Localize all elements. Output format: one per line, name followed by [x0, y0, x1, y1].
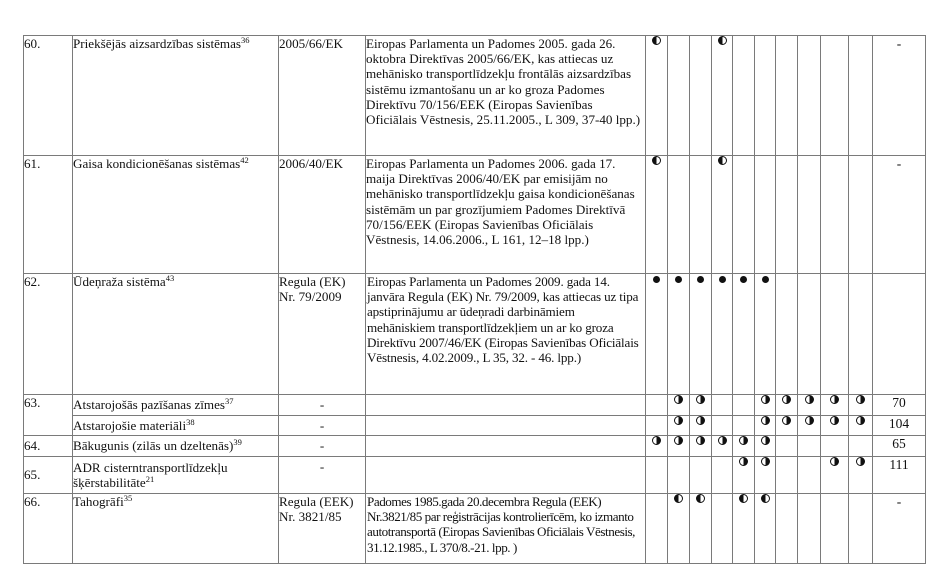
mark-cell: [668, 457, 690, 494]
left-half-circle-icon: [696, 494, 705, 503]
item-name-cell: [73, 274, 279, 395]
table-row: [24, 494, 926, 564]
right-half-circle-icon: [761, 416, 770, 425]
item-name-cell: [73, 416, 279, 436]
mark-cell: [712, 457, 733, 494]
item-name: Atstarojošie materiāli: [73, 417, 187, 433]
footnote-ref: 36: [241, 35, 250, 45]
left-half-circle-icon: [718, 36, 727, 45]
reference: Regula (EK) Nr. 79/2009: [279, 274, 366, 395]
footnote-ref: 21: [145, 474, 155, 484]
right-half-circle-icon: [782, 416, 791, 425]
mark-cell: [668, 416, 690, 436]
right-half-circle-icon: [856, 416, 865, 425]
mark-cell: [712, 494, 733, 564]
left-half-circle-icon: [652, 36, 661, 45]
reference: -: [279, 436, 366, 457]
mark-cell: [798, 156, 821, 274]
row-number: 60.: [24, 36, 73, 156]
row-number: 66.: [24, 494, 73, 564]
mark-cell: [755, 494, 776, 564]
mark-cell: [821, 395, 849, 416]
mark-cell: [712, 416, 733, 436]
right-half-circle-icon: [674, 395, 683, 404]
full-circle-icon: [697, 276, 704, 283]
reference: 2005/66/EK: [279, 36, 366, 156]
row-number: 62.: [24, 274, 73, 395]
mark-cell: [821, 416, 849, 436]
right-half-circle-icon: [805, 395, 814, 404]
footnote-ref: 43: [165, 273, 175, 283]
mark-cell: [646, 156, 668, 274]
mark-cell: [690, 395, 712, 416]
row-number: 64.: [24, 436, 73, 457]
mark-cell: [733, 395, 755, 416]
mark-cell: [798, 494, 821, 564]
mark-cell: [646, 494, 668, 564]
mark-cell: [755, 274, 776, 395]
footnote-ref: 35: [123, 493, 133, 503]
right-half-circle-icon: [805, 416, 814, 425]
right-half-circle-icon: [856, 457, 865, 466]
item-name: Priekšējās aizsardzības sistēmas: [73, 36, 241, 51]
item-name-cell: [73, 156, 279, 274]
mark-cell: [646, 274, 668, 395]
mark-cell: [755, 36, 776, 156]
mark-cell: [733, 416, 755, 436]
left-half-circle-icon: [718, 156, 727, 165]
value: 111: [873, 457, 926, 494]
full-circle-icon: [762, 276, 769, 283]
item-name-cell: [73, 457, 279, 494]
mark-cell: [776, 274, 798, 395]
right-half-circle-icon: [856, 395, 865, 404]
table-row: [24, 436, 926, 457]
mark-cell: [668, 395, 690, 416]
mark-cell: [712, 436, 733, 457]
mark-cell: [755, 457, 776, 494]
mark-cell: [798, 36, 821, 156]
table-row: [24, 156, 926, 274]
right-half-circle-icon: [718, 436, 727, 445]
right-half-circle-icon: [830, 395, 839, 404]
full-circle-icon: [653, 276, 660, 283]
table-row: [24, 395, 926, 416]
mark-cell: [776, 36, 798, 156]
item-name-cell: [73, 436, 279, 457]
left-half-circle-icon: [761, 494, 770, 503]
mark-cell: [798, 436, 821, 457]
mark-cell: [821, 36, 849, 156]
mark-cell: [755, 436, 776, 457]
mark-cell: [755, 416, 776, 436]
mark-cell: [821, 156, 849, 274]
value: 65: [873, 436, 926, 457]
mark-cell: [821, 457, 849, 494]
description: Eiropas Parlamenta un Padomes 2005. gada 26. oktobra Direktīvas 2005/66/EK, kas attiecas uz mehānisko transportlīdzekļu frontālās aizsardzības sistēmu izmantošanu un ar ko groza Padomes Direktīvu 70/156/EEK (Eiropas Savienības Oficiālais Vēstnesis, 25.11.2005., L 309, 37-40 lpp.): [366, 36, 646, 156]
right-half-circle-icon: [652, 436, 661, 445]
mark-cell: [849, 457, 873, 494]
right-half-circle-icon: [761, 457, 770, 466]
footnote-ref: 37: [225, 396, 234, 407]
mark-cell: [733, 457, 755, 494]
left-half-circle-icon: [674, 494, 683, 503]
mark-cell: [776, 395, 798, 416]
value: -: [873, 156, 926, 274]
mark-cell: [646, 436, 668, 457]
right-half-circle-icon: [830, 457, 839, 466]
table-row: [24, 416, 926, 436]
mark-cell: [733, 36, 755, 156]
mark-cell: [646, 36, 668, 156]
description: Eiropas Parlamenta un Padomes 2006. gada 17. maija Direktīvas 2006/40/EK par emisijām no mehānisko transportlīdzekļu gaisa kondicionēšanas sistēmām un par grozījumiem Padomes Direktīvā 70/156/EEK (Eiropas Savienības Oficiālais Vēstnesis, 14.06.2006., L 161, 12–18 lpp.): [366, 156, 646, 274]
right-half-circle-icon: [696, 436, 705, 445]
value: [873, 274, 926, 395]
table-row: [24, 457, 926, 494]
mark-cell: [776, 416, 798, 436]
mark-cell: [849, 156, 873, 274]
description: [366, 457, 646, 494]
mark-cell: [668, 36, 690, 156]
mark-cell: [776, 156, 798, 274]
full-circle-icon: [740, 276, 747, 283]
value: -: [873, 494, 926, 564]
mark-cell: [849, 436, 873, 457]
reference: -: [279, 457, 366, 494]
mark-cell: [668, 156, 690, 274]
item-name-cell: [73, 36, 279, 156]
mark-cell: [849, 416, 873, 436]
reference: -: [279, 416, 366, 436]
mark-cell: [776, 436, 798, 457]
description: [366, 436, 646, 457]
value: 104: [873, 416, 926, 436]
mark-cell: [733, 494, 755, 564]
mark-cell: [668, 436, 690, 457]
mark-cell: [798, 274, 821, 395]
reference: 2006/40/EK: [279, 156, 366, 274]
row-number: 63.: [24, 395, 73, 436]
item-name: Ūdeņraža sistēma: [73, 274, 166, 289]
mark-cell: [690, 457, 712, 494]
footnote-ref: 42: [240, 155, 249, 165]
full-circle-icon: [675, 276, 682, 283]
mark-cell: [755, 156, 776, 274]
mark-cell: [849, 274, 873, 395]
right-half-circle-icon: [761, 395, 770, 404]
reference: Regula (EEK) Nr. 3821/85: [279, 494, 366, 564]
mark-cell: [733, 274, 755, 395]
mark-cell: [821, 274, 849, 395]
description: Eiropas Parlamenta un Padomes 2009. gada 14. janvāra Regula (EK) Nr. 79/2009, kas attiecas uz tipa apstiprinājumu ar ūdeņradi darbināmiem mehāniskiem transportlīdzekļiem un ar ko groza Direktīvu 2007/46/EK (Eiropas Savienības Oficiālais Vēstnesis, 4.02.2009., L 35, 32. - 46. lpp.): [366, 274, 646, 395]
mark-cell: [849, 395, 873, 416]
mark-cell: [646, 457, 668, 494]
mark-cell: [690, 36, 712, 156]
mark-cell: [776, 457, 798, 494]
regulation-table: [23, 35, 926, 564]
mark-cell: [712, 274, 733, 395]
item-name: Bākugunis (zilās un dzeltenās): [73, 438, 234, 454]
mark-cell: [712, 156, 733, 274]
right-half-circle-icon: [696, 416, 705, 425]
right-half-circle-icon: [696, 395, 705, 404]
left-half-circle-icon: [739, 494, 748, 503]
item-name: Gaisa kondicionēšanas sistēmas: [73, 156, 241, 171]
mark-cell: [798, 457, 821, 494]
mark-cell: [755, 395, 776, 416]
mark-cell: [646, 416, 668, 436]
mark-cell: [733, 156, 755, 274]
mark-cell: [821, 436, 849, 457]
mark-cell: [849, 36, 873, 156]
mark-cell: [668, 274, 690, 395]
row-number: 61.: [24, 156, 73, 274]
table-row: [24, 274, 926, 395]
row-number: 65.: [24, 457, 73, 494]
footnote-ref: 39: [233, 437, 242, 448]
mark-cell: [690, 494, 712, 564]
mark-cell: [821, 494, 849, 564]
item-name: Tahogrāfi: [73, 494, 124, 509]
footnote-ref: 38: [186, 416, 195, 427]
mark-cell: [733, 436, 755, 457]
reference: -: [279, 395, 366, 416]
right-half-circle-icon: [674, 416, 683, 425]
mark-cell: [849, 494, 873, 564]
mark-cell: [668, 494, 690, 564]
item-name-cell: [73, 395, 279, 416]
mark-cell: [690, 274, 712, 395]
right-half-circle-icon: [761, 436, 770, 445]
mark-cell: [798, 395, 821, 416]
mark-cell: [690, 416, 712, 436]
right-half-circle-icon: [830, 416, 839, 425]
mark-cell: [690, 156, 712, 274]
right-half-circle-icon: [674, 436, 683, 445]
mark-cell: [798, 416, 821, 436]
table-row: [24, 36, 926, 156]
left-half-circle-icon: [652, 156, 661, 165]
description: Padomes 1985.gada 20.decembra Regula (EEK) Nr.3821/85 par reģistrācijas kontrolierīcēm, ko izmanto autotransportā (Eiropas Savienības Oficiālais Vēstnesis, 31.12.1985., L 370/8.-21. lpp. ): [366, 494, 646, 564]
right-half-circle-icon: [739, 457, 748, 466]
mark-cell: [712, 36, 733, 156]
right-half-circle-icon: [739, 436, 748, 445]
description: [366, 395, 646, 416]
mark-cell: [712, 395, 733, 416]
item-name: ADR cisterntransportlīdzekļu šķērstabilitāte: [73, 459, 228, 490]
description: [366, 416, 646, 436]
full-circle-icon: [719, 276, 726, 283]
value: -: [873, 36, 926, 156]
item-name-cell: [73, 494, 279, 564]
item-name: Atstarojošās pazīšanas zīmes: [73, 397, 225, 413]
mark-cell: [690, 436, 712, 457]
mark-cell: [776, 494, 798, 564]
right-half-circle-icon: [782, 395, 791, 404]
mark-cell: [646, 395, 668, 416]
value: 70: [873, 395, 926, 416]
